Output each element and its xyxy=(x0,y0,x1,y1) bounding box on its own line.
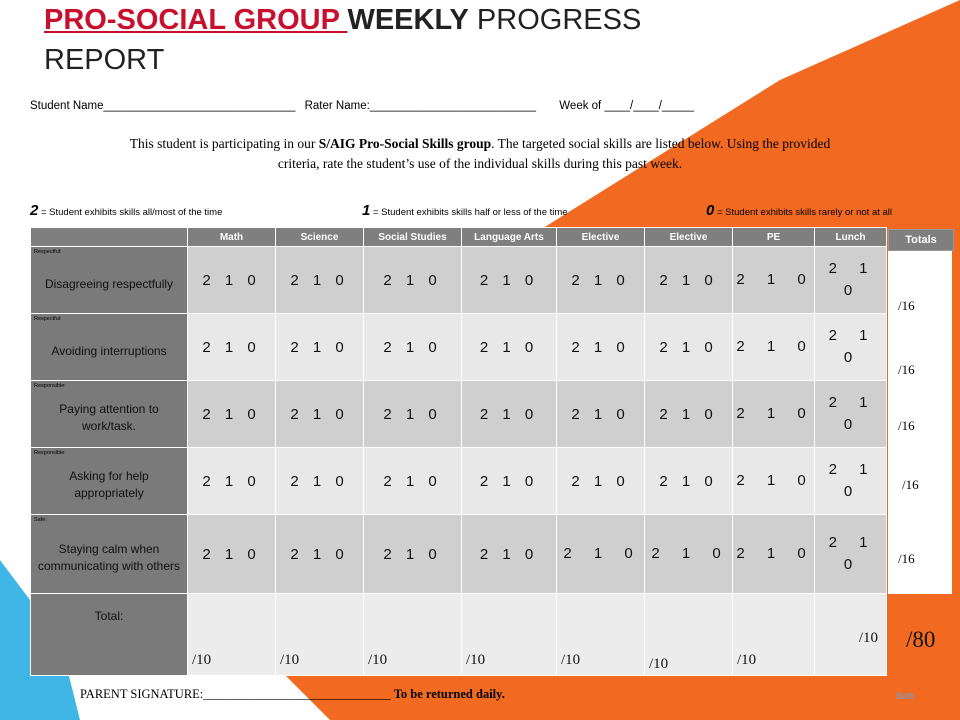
skill-name: Staying calm when communicating with others xyxy=(37,542,181,573)
rating-cell-science[interactable]: 2 1 0 xyxy=(276,247,364,314)
rating-cell-social-studies[interactable]: 2 1 0 xyxy=(364,314,462,381)
legend-1-text: = Student exhibits skills half or less of the time xyxy=(370,207,568,218)
row-total[interactable]: /16 xyxy=(898,298,915,313)
title-weekly: WEEKLY xyxy=(347,4,469,36)
total-cell-elective-2[interactable]: /10 xyxy=(645,594,733,676)
header-math: Math xyxy=(188,228,276,247)
skill-name: Paying attention to work/task. xyxy=(59,402,159,433)
table-row xyxy=(31,247,887,314)
legend-2-number: 2 xyxy=(30,202,39,219)
info-line xyxy=(30,100,700,112)
header-language-arts: Language Arts xyxy=(462,228,557,247)
rating-cell-elective-1[interactable]: 2 1 0 xyxy=(557,314,645,381)
total-cell-language-arts[interactable]: /10 xyxy=(462,594,557,676)
skill-cell xyxy=(31,314,188,381)
title-report: REPORT xyxy=(44,44,165,76)
legend-0-number: 0 xyxy=(706,202,715,219)
header-science: Science xyxy=(276,228,364,247)
rating-cell-lunch[interactable]: 2 1 0 xyxy=(815,515,887,594)
page-title xyxy=(44,0,924,80)
total-cell-science[interactable]: /10 xyxy=(276,594,364,676)
title-progress: PROGRESS xyxy=(468,4,642,36)
rating-cell-math[interactable]: 2 1 0 xyxy=(188,381,276,448)
rating-cell-science[interactable]: 2 1 0 xyxy=(276,448,364,515)
intro-paragraph xyxy=(120,134,840,174)
author-credit: Beth xyxy=(896,691,915,701)
intro-text-pre: This student is participating in our xyxy=(129,136,319,151)
rating-cell-social-studies[interactable]: 2 1 0 xyxy=(364,381,462,448)
rating-cell-pe[interactable]: 2 1 0 xyxy=(733,515,815,594)
legend-1-number: 1 xyxy=(362,202,371,219)
legend-0 xyxy=(706,202,892,219)
rating-cell-social-studies[interactable]: 2 1 0 xyxy=(364,515,462,594)
header-social-studies: Social Studies xyxy=(364,228,462,247)
skill-name: Avoiding interruptions xyxy=(51,343,167,358)
rating-cell-language-arts[interactable]: 2 1 0 xyxy=(462,314,557,381)
skill-name: Disagreeing respectfully xyxy=(44,276,174,291)
header-elective-1: Elective xyxy=(557,228,645,247)
rating-cell-lunch[interactable]: 2 1 0 xyxy=(815,314,887,381)
row-total[interactable]: /16 xyxy=(902,477,919,492)
rating-cell-elective-1[interactable]: 2 1 0 xyxy=(557,247,645,314)
legend-0-text: = Student exhibits skills rarely or not at all xyxy=(714,207,893,218)
rating-cell-language-arts[interactable]: 2 1 0 xyxy=(462,448,557,515)
skill-cell xyxy=(31,515,188,594)
table-header-row xyxy=(31,228,887,247)
skill-category: Safe: xyxy=(34,517,47,523)
rating-cell-pe[interactable]: 2 1 0 xyxy=(733,448,815,515)
parent-signature-field[interactable]: PARENT SIGNATURE:______________________________ xyxy=(80,687,391,701)
rating-cell-pe[interactable]: 2 1 0 xyxy=(733,381,815,448)
row-total[interactable]: /16 xyxy=(898,551,915,566)
totals-header: Totals xyxy=(888,229,954,251)
header-pe: PE xyxy=(733,228,815,247)
return-note: To be returned daily. xyxy=(390,687,505,701)
total-cell-lunch[interactable]: /10 xyxy=(815,594,887,676)
skill-category: Responsible: xyxy=(34,383,66,389)
skill-name: Asking for help appropriately xyxy=(69,469,149,500)
rating-cell-elective-2[interactable]: 2 1 0 xyxy=(645,314,733,381)
row-total[interactable]: /16 xyxy=(898,418,915,433)
legend-2 xyxy=(30,202,222,219)
parent-signature-line xyxy=(80,687,505,702)
rating-cell-science[interactable]: 2 1 0 xyxy=(276,314,364,381)
table-row xyxy=(31,515,887,594)
skill-category: Responsible: xyxy=(34,450,66,456)
total-row xyxy=(31,594,887,676)
rating-cell-social-studies[interactable]: 2 1 0 xyxy=(364,448,462,515)
header-lunch: Lunch xyxy=(815,228,887,247)
row-total[interactable]: /16 xyxy=(898,362,915,377)
total-cell-math[interactable]: /10 xyxy=(188,594,276,676)
rating-cell-social-studies[interactable]: 2 1 0 xyxy=(364,247,462,314)
rating-cell-elective-2[interactable]: 2 1 0 xyxy=(645,381,733,448)
intro-text-post: . The targeted social skills are listed below. Using the provided criteria, rate the student’s use of the individual skills during this past week. xyxy=(277,136,831,171)
table-row xyxy=(31,314,887,381)
title-group-name: PRO-SOCIAL GROUP xyxy=(44,4,348,36)
rating-cell-pe[interactable]: 2 1 0 xyxy=(733,314,815,381)
total-cell-social-studies[interactable]: /10 xyxy=(364,594,462,676)
rating-cell-math[interactable]: 2 1 0 xyxy=(188,247,276,314)
header-skill xyxy=(31,228,188,247)
rating-cell-elective-2[interactable]: 2 1 0 xyxy=(645,448,733,515)
rating-cell-lunch[interactable]: 2 1 0 xyxy=(815,381,887,448)
rating-cell-elective-1[interactable]: 2 1 0 xyxy=(557,448,645,515)
table-row xyxy=(31,381,887,448)
skill-category: Respectful: xyxy=(34,249,62,255)
header-elective-2: Elective xyxy=(645,228,733,247)
rating-cell-lunch[interactable]: 2 1 0 xyxy=(815,247,887,314)
rating-cell-elective-2[interactable]: 2 1 0 xyxy=(645,515,733,594)
rating-cell-lunch[interactable]: 2 1 0 xyxy=(815,448,887,515)
legend-1 xyxy=(362,202,568,219)
rating-cell-language-arts[interactable]: 2 1 0 xyxy=(462,247,557,314)
rating-cell-elective-1[interactable]: 2 1 0 xyxy=(557,515,645,594)
student-name-field[interactable]: Student Name______________________________ xyxy=(30,100,296,112)
rating-cell-language-arts[interactable]: 2 1 0 xyxy=(462,381,557,448)
total-label: Total: xyxy=(94,609,124,623)
progress-table xyxy=(30,227,887,676)
skill-cell xyxy=(31,381,188,448)
rating-cell-elective-1[interactable]: 2 1 0 xyxy=(557,381,645,448)
table-row xyxy=(31,448,887,515)
rating-cell-math[interactable]: 2 1 0 xyxy=(188,448,276,515)
skill-cell xyxy=(31,448,188,515)
skill-cell xyxy=(31,247,188,314)
grand-total[interactable]: /80 xyxy=(906,627,936,652)
rating-cell-science[interactable]: 2 1 0 xyxy=(276,515,364,594)
rating-cell-pe[interactable]: 2 1 0 xyxy=(733,247,815,314)
week-of-field[interactable]: Week of ____/____/_____ xyxy=(559,100,694,112)
legend-2-text: = Student exhibits skills all/most of the time xyxy=(38,207,223,218)
rating-cell-math[interactable]: 2 1 0 xyxy=(188,515,276,594)
rating-cell-science[interactable]: 2 1 0 xyxy=(276,381,364,448)
intro-group-name: S/AIG Pro-Social Skills group xyxy=(318,136,492,151)
rating-cell-math[interactable]: 2 1 0 xyxy=(188,314,276,381)
rater-name-field[interactable]: Rater Name:__________________________ xyxy=(304,100,537,112)
total-cell-pe[interactable]: /10 xyxy=(733,594,815,676)
rating-cell-elective-2[interactable]: 2 1 0 xyxy=(645,247,733,314)
rating-cell-language-arts[interactable]: 2 1 0 xyxy=(462,515,557,594)
total-label-cell xyxy=(31,594,188,676)
total-cell-elective-1[interactable]: /10 xyxy=(557,594,645,676)
skill-category: Respectful: xyxy=(34,316,62,322)
